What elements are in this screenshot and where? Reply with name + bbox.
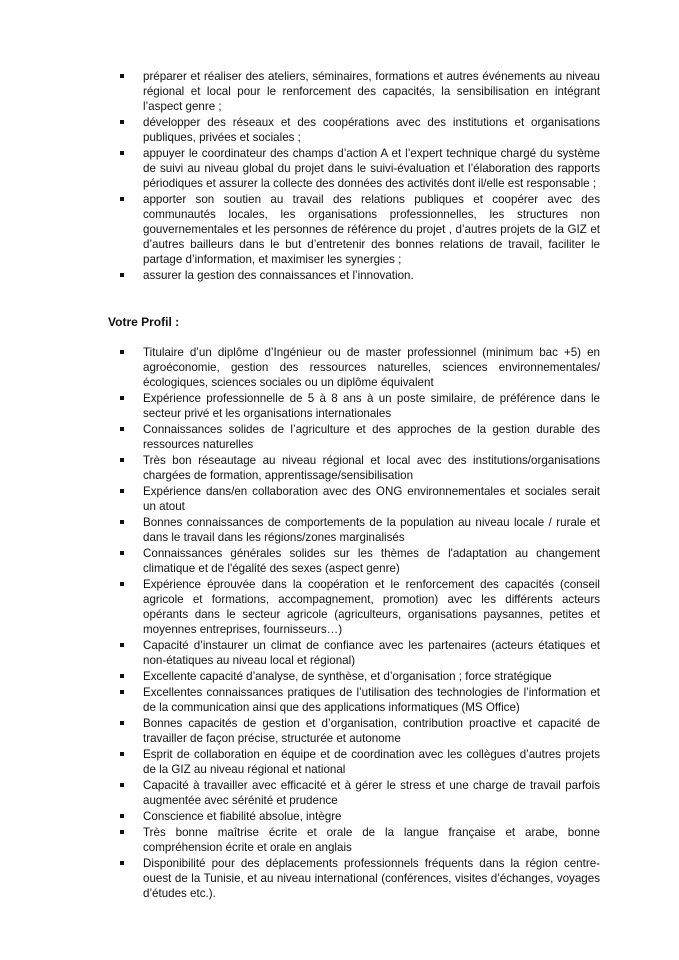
profile-section-title: Votre Profil :	[108, 315, 180, 329]
list-item-text: Bonnes connaissances de comportements de la population au niveau locale / rurale et dans le travail dans les régions/zones marginalisés	[143, 516, 600, 544]
bullet-icon	[120, 830, 124, 834]
list-item-text: apporter son soutien au travail des relations publiques et coopérer avec des communautés locales, les organisations professionnelles, les structures non gouvernementales et les personnes de référence du projet , d’autres projets de la GIZ et d’autres bailleurs dans le but d’entretenir des bonnes relations de travail, faciliter le partage d’information, et maximiser les synergies ;	[143, 193, 600, 266]
list-item	[120, 856, 600, 901]
list-item-text: Excellente capacité d’analyse, de synthèse, et d’organisation ; force stratégique	[143, 670, 552, 683]
bullet-icon	[120, 427, 124, 431]
list-item	[120, 577, 600, 637]
list-item-text: Connaissances générales solides sur les thèmes de l'adaptation au changement climatique et de l'égalité des sexes (aspect genre)	[143, 547, 600, 575]
list-item	[120, 146, 600, 191]
list-item	[120, 115, 600, 145]
profile-list	[120, 345, 600, 902]
bullet-icon	[120, 520, 124, 524]
bullet-icon	[120, 458, 124, 462]
missions-list	[120, 69, 600, 284]
list-item	[120, 716, 600, 746]
list-item-text: Capacité d’instaurer un climat de confiance avec les partenaires (acteurs étatiques et non-étatiques au niveau local et régional)	[143, 639, 600, 667]
list-item-text: Expérience professionnelle de 5 à 8 ans à un poste similaire, de préférence dans le secteur privé et les organisations internationales	[143, 392, 600, 420]
list-item	[120, 484, 600, 514]
list-item-text: Esprit de collaboration en équipe et de coordination avec les collègues d’autres projets de la GIZ au niveau régional et national	[143, 748, 600, 776]
list-item-text: Expérience dans/en collaboration avec des ONG environnementales et sociales serait un atout	[143, 485, 600, 513]
list-item-text: Titulaire d’un diplôme d’Ingénieur ou de master professionnel (minimum bac +5) en agroéconomie, gestion des ressources naturelles, sciences environnementales/écologiques, sciences sociales ou un diplôme équivalent	[143, 346, 600, 389]
bullet-icon	[120, 551, 124, 555]
bullet-icon	[120, 74, 124, 78]
bullet-icon	[120, 120, 124, 124]
list-item	[120, 391, 600, 421]
list-item-text: préparer et réaliser des ateliers, séminaires, formations et autres événements au niveau régional et local pour le renforcement des capacités, la sensibilisation en intégrant l’aspect genre ;	[143, 70, 600, 113]
list-item	[120, 685, 600, 715]
list-item	[120, 747, 600, 777]
bullet-icon	[120, 752, 124, 756]
bullet-icon	[120, 674, 124, 678]
list-item-text: Conscience et fiabilité absolue, intègre	[143, 810, 342, 823]
bullet-icon	[120, 861, 124, 865]
bullet-icon	[120, 151, 124, 155]
bullet-icon	[120, 396, 124, 400]
list-item	[120, 192, 600, 267]
list-item	[120, 669, 600, 684]
list-item	[120, 809, 600, 824]
bullet-icon	[120, 690, 124, 694]
bullet-icon	[120, 783, 124, 787]
list-item	[120, 825, 600, 855]
list-item-text: appuyer le coordinateur des champs d’action A et l’expert technique chargé du système de suivi au niveau global du projet dans le suivi-évaluation et l’élaboration des rapports périodiques et assurer la collecte des données des activités dont il/elle est responsable ;	[143, 147, 600, 190]
list-item-text: Expérience éprouvée dans la coopération et le renforcement des capacités (conseil agricole et formations, accompagnement, promotion) avec les différents acteurs opérants dans le secteur agricole (agriculteurs, organisations paysannes, petites et moyennes entreprises, fournisseurs…)	[143, 578, 600, 636]
list-item	[120, 515, 600, 545]
list-item-text: Connaissances solides de l’agriculture et des approches de la gestion durable des ressources naturelles	[143, 423, 600, 451]
bullet-icon	[120, 814, 124, 818]
list-item	[120, 546, 600, 576]
list-item	[120, 345, 600, 390]
list-item-text: Bonnes capacités de gestion et d’organisation, contribution proactive et capacité de travailler de façon précise, structurée et autonome	[143, 717, 600, 745]
list-item-text: Très bon réseautage au niveau régional et local avec des institutions/organisations chargées de formation, apprentissage/sensibilisation	[143, 454, 600, 482]
list-item-text: Excellentes connaissances pratiques de l’utilisation des technologies de l’information et de la communication ainsi que des applications informatiques (MS Office)	[143, 686, 600, 714]
bullet-icon	[120, 489, 124, 493]
list-item	[120, 69, 600, 114]
bullet-icon	[120, 350, 124, 354]
bullet-icon	[120, 582, 124, 586]
bullet-icon	[120, 273, 124, 277]
list-item	[120, 778, 600, 808]
list-item	[120, 422, 600, 452]
list-item	[120, 638, 600, 668]
list-item	[120, 453, 600, 483]
list-item	[120, 268, 600, 283]
list-item-text: Capacité à travailler avec efficacité et à gérer le stress et une charge de travail parfois augmentée avec sérénité et prudence	[143, 779, 600, 807]
list-item-text: Très bonne maîtrise écrite et orale de la langue française et arabe, bonne compréhension écrite et orale en anglais	[143, 826, 600, 854]
list-item-text: Disponibilité pour des déplacements professionnels fréquents dans la région centre-ouest de la Tunisie, et au niveau international (conférences, visites d’échanges, voyages d’études etc.).	[143, 857, 600, 900]
list-item-text: développer des réseaux et des coopérations avec des institutions et organisations publiques, privées et sociales ;	[143, 116, 600, 144]
bullet-icon	[120, 643, 124, 647]
list-item-text: assurer la gestion des connaissances et l’innovation.	[143, 269, 414, 282]
bullet-icon	[120, 721, 124, 725]
bullet-icon	[120, 197, 124, 201]
